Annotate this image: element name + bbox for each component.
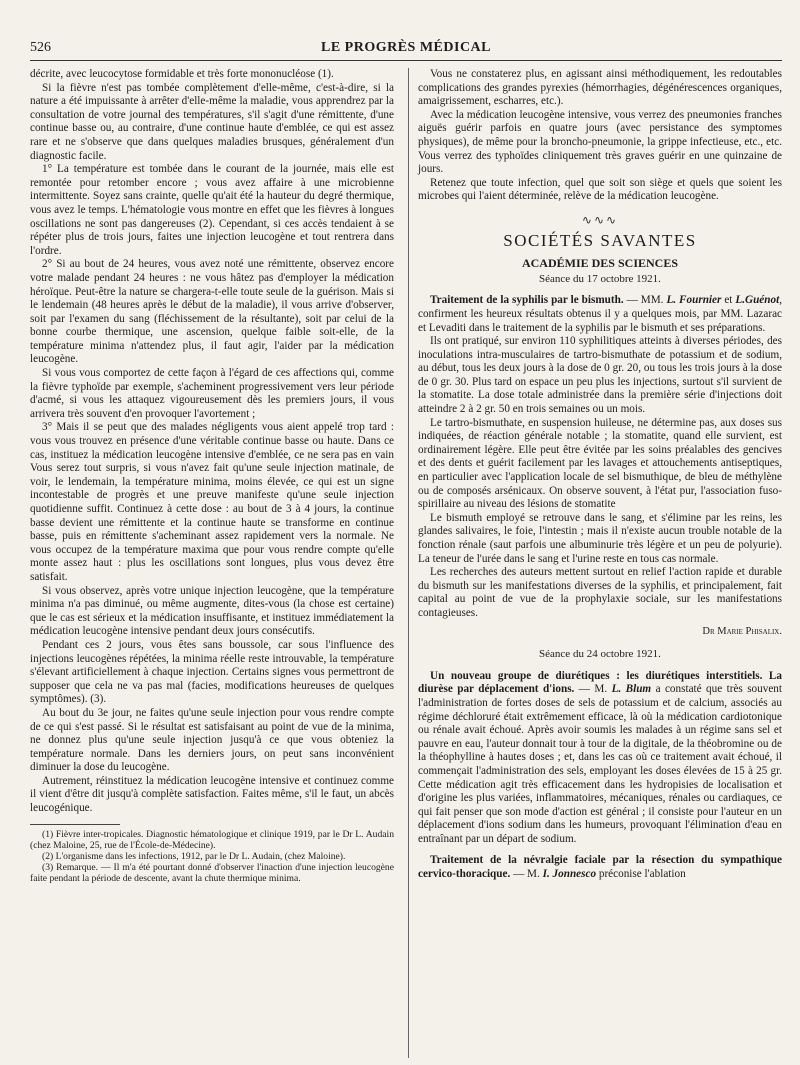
footnote-rule [30, 824, 120, 825]
paragraph: Ils ont pratiqué, sur environ 110 syphilitiques atteints à diverses périodes, des inoculations intra-musculaires de tartro-bismuthate de potassium et de sodium, au début, tous les deux jours à la dose de 0 gr. 20, ou tous les trois jours à la dose de 0 gr. 30. Plus tard on espace un peu plus les injections, surtout s'il survient de la stomatite. La dose totale administrée dans la première série d'injections doit atteindre 2 à 2 gr. 50 en trois semaines ou un mois. [418, 335, 782, 416]
paragraph: Pendant ces 2 jours, vous êtes sans boussole, car sous l'influence des injections leucogènes répétées, la minima réelle reste introuvable, la température s'élevant artificiellement à chaque injection. Certains signes vous permettront de supposer que cela ne va pas mal (facies, modifications heureuses de quelques symptômes). (3). [30, 638, 394, 706]
page-number: 526 [30, 40, 51, 55]
separator: — M. [574, 683, 612, 696]
author-name: I. Jonnesco [542, 868, 597, 881]
item-text: , confirment les heureux résultats obtenus il y a quelques mois, par MM. Lazarac et Levaditi dans le traitement de la syphilis par le bismuth et ses préparations. [418, 294, 782, 334]
paragraph: Si la fièvre n'est pas tombée complètement d'elle-même, c'est-à-dire, si la nature a été impuissante à arrêter d'elle-même la maladie, vous apprendrez par la consultation de votre journal des températures, s'il s'agit d'une rémittente, d'une continue basse ou, au contraire, d'une continue haute d'emblée, ce qui est assez rare et ne s'observe que dans quelques maladies brusques, généralement d'un diagnostic facile. [30, 81, 394, 162]
item-text: préconise l'ablation [596, 868, 686, 881]
column-divider [408, 68, 409, 1058]
paragraph [418, 670, 782, 847]
paragraph: Vous ne constaterez plus, en agissant ainsi méthodiquement, les redoutables complications des grandes pyrexies (hémorrhagies, dégénérescences organiques, amaigrissement, escharres, etc.). [418, 68, 782, 108]
right-column [418, 68, 782, 882]
paragraph: 2° Si au bout de 24 heures, vous avez noté une rémittente, observez encore votre malade pendant 24 heures : ne vous hâtez pas d'employer la médication héroïque. Peut-être la nature se chargera-t-elle toute seule de la guérison. Mais si le lendemain (48 heures après le début de la maladie), il vous arrive d'observer, soit par l'examen du sang (fléchissement de la résultante), soit par celui de la bonne courbe thermique, une ascension, quelque faible soit-elle, de la température minima n'attendez plus, il faut agir, l'aider par la médication leucogène. [30, 258, 394, 366]
paragraph: décrite, avec leucocytose formidable et très forte mononucléose (1). [30, 68, 334, 80]
item-title: Traitement de la névralgie faciale par la résection du sympathique cervico-thoracique. [418, 854, 782, 881]
item-title: Traitement de la syphilis par le bismuth. [430, 294, 624, 307]
session-date: Séance du 24 octobre 1921. [539, 648, 661, 661]
author-name: L. Blum [611, 683, 652, 696]
paragraph: 1° La température est tombée dans le courant de la journée, mais elle est remontée pour retomber encore ; vous avez affaire à une microbienne intermittente. Soyez sans crainte, quelle qu'ait été la hauteur du degré thermique, vous avez le temps. L'hématologie vous montre en effet que les fièvres à longues oscillations ne sont pas dangereuses (2). Cependant, si ces accès tendaient à se répéter plus de trois jours, faites une injection leucogène et tout rentrera dans l'ordre. [30, 163, 394, 257]
paragraph [418, 854, 782, 881]
separator: — M. [510, 868, 543, 881]
paragraph: Les recherches des auteurs mettent surtout en relief l'action rapide et durable du bismuth sur les manifestations diverses de la syphilis, et principalement, fait capital au point de vue de la prophylaxie sociale, sur les manifestations contagieuses. [418, 566, 782, 619]
paragraph: Si vous observez, après votre unique injection leucogène, que la température minima n'a pas diminué, ou même augmente, dites-vous (la chose est certaine) que le cas est sérieux et la médication insuffisante, et instituez immédiatement la médication leucogène intensive pendant deux jours consécutifs. [30, 584, 394, 638]
footnote: (1) Fièvre inter-tropicales. Diagnostic hématologique et clinique 1919, par le Dr L. Audain (chez Maloine, 25, rue de l'École-de-Médecine). [30, 828, 394, 851]
conjunction: et [721, 294, 736, 307]
paragraph: Au bout du 3e jour, ne faites qu'une seule injection pour vous rendre compte de ce qui s'est passé. Si le résultat est satisfaisant au point de vue de la minima, ne donnez plus qu'une seule injection jusqu'à ce que vous obteniez la température normale. Dans les derniers jours, on peut sans inconvénient diminuer la dose du leucogène. [30, 706, 394, 774]
paragraph: 3° Mais il se peut que des malades négligents vous aient appelé trop tard : vous vous trouvez en présence d'une véritable continue basse ou haute. Dans ce cas, instituez la médication leucogène intensive d'emblée, ce ne sera pas en vain Vous serez tout surpris, si vous n'avez fait qu'une seule injection matinale, de voir, le lendemain, la température minima, moins élevée, ce qui est un signe incontestable de progrès et une preuve manifeste qu'une seule injection quotidienne suffit. Continuez à cette dose : au bout de 3 à 4 jours, la continue basse devient une rémittente et la continue haute se transforme en continue basse, puis en rémittente s'acheminant assez rapidement vers la normale. Ne vous occupez de la température maxima que pour vous rendre compte qu'elle monte assez haut : plus les oscillations sont longues, plus vous devez être satisfait. [30, 421, 394, 583]
separator: — MM. [623, 294, 667, 307]
footnote: (2) L'organisme dans les infections, 1912, par le Dr L. Audain, (chez Maloine). [42, 850, 346, 862]
paragraph: Autrement, réinstituez la médication leucogène intensive et continuez comme il vient d'être dit jusqu'à complète satisfaction. Faites même, s'il le faut, un abcès leucogénique. [30, 774, 394, 815]
left-column [30, 68, 394, 884]
ornament-divider: ∿∿∿ [581, 212, 619, 227]
paragraph: Le bismuth employé se retrouve dans le sang, et s'élimine par les reins, les glandes salivaires, le foie, l'intestin ; mais il n'existe aucun trouble notable de la fonction rénale (saut parfois une albuminurie très légère et un peu de polyurie). La teneur de l'urée dans le sang et l'urine reste en tous cas normale. [418, 511, 782, 565]
signature: Dr Marie Phisalix. [702, 625, 782, 637]
journal-title: LE PROGRÈS MÉDICAL [320, 40, 492, 55]
author-name: L.Guénot [735, 294, 780, 307]
academy-heading: ACADÉMIE DES SCIENCES [521, 256, 679, 271]
section-title: SOCIÉTÉS SAVANTES [503, 230, 697, 250]
paragraph: Si vous vous comportez de cette façon à l'égard de ces affections qui, comme la fièvre typhoïde par exemple, s'acheminent progressivement vers leur période d'acmé, si vous les attaquez vigoureusement dès les premiers jours, il vous arrivera très souvent d'en provoquer l'avortement ; [30, 367, 394, 420]
paragraph: Retenez que toute infection, quel que soit son siège et quels que soient les microbes qui l'aient déterminée, relève de la médication leucogène. [418, 176, 782, 203]
item-title: Un nouveau groupe de diurétiques : les diurétiques interstitiels. La diurèse par déplacement d'ions. [418, 669, 782, 696]
author-name: L. Fournier [666, 294, 722, 307]
session-date: Séance du 17 octobre 1921. [539, 272, 661, 285]
paragraph [418, 294, 782, 335]
paragraph: Avec la médication leucogène intensive, vous verrez des pneumonies franches aiguës guérir parfois en quatre jours (avec persistance des symptomes physiques), de même pour la broncho-pneumonie, la grippe infectieuse, etc., etc. Vous verrez des typhoïdes cliniquement très graves guérir en une quinzaine de jours. [418, 108, 782, 176]
page-header [30, 40, 782, 61]
item-text: a constaté que très souvent l'administration de fortes doses de sels de potassium et de calcium, associés au régime déchloruré était extrêmement efficace, là où la médication cardiotonique ou rénale avait échoué. Après avoir soumis les malades à un régime sans sel et pauvre en eau, l'auteur donnait tour à tour de la digitale, de la théobromine ou de la théophylline à hautes doses ; et, dans les cas où ce traitement avait échoué, il commençait l'administration des sels, employant les doses élevées de 15 à 25 gr. Cette médication agit très efficacement dans les hydropisies de localisation et d'origine les plus variées, inflammatoires, mécaniques, rénales ou cardiaques, ce qui fait penser que son mode d'action est général ; il consiste pour l'auteur en un déplacement d'ions sodium dans les humeurs, provoquant l'élimination d'eau en entraînant par un départ de sodium. [418, 683, 783, 845]
footnote: (3) Remarque. — Il m'a été pourtant donné d'observer l'inaction d'une injection leucogène faite pendant la période de descente, avant la chute thermique minima. [30, 861, 394, 884]
paragraph: Le tartro-bismuthate, en suspension huileuse, ne détermine pas, aux doses sus indiquées, de réaction générale notable ; la stomatite, quand elle survient, est ordinairement légère. Elle peut être évitée par les soins préalables des gencives et des dents et guérit facilement par les lavages et attouchements antiseptiques, en particulier avec l'application locale de sel bismuthique, de bleu de méthylène ou de composés arsénicaux. On observe souvent, à l'état pur, l'association fuso-spirillaire au niveau des lésions de stomatite [418, 416, 782, 511]
